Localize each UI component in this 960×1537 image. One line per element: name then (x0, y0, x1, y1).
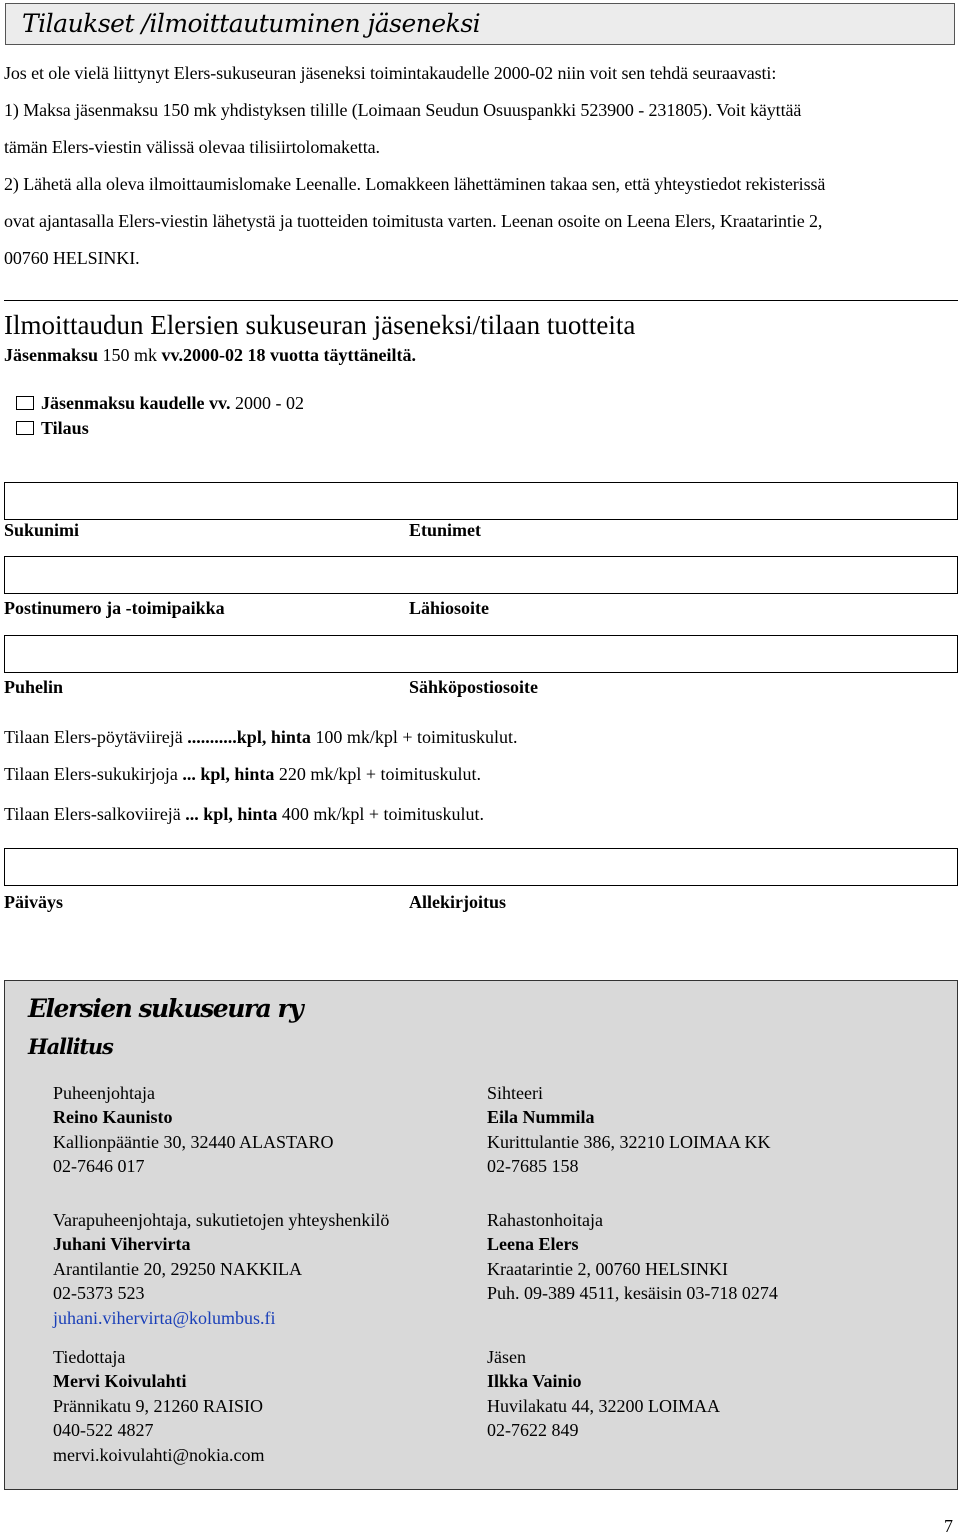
membership-note (4, 345, 416, 366)
page-number: 7 (944, 1516, 953, 1536)
intro-step1-b: 150 mk yhdistyksen tilille (Loimaan Seudun Osuuspankki 523900 - 231805). Voit käyttää (162, 100, 802, 120)
member-name: Leena Elers (487, 1234, 579, 1255)
board-member (487, 1345, 720, 1443)
phone-label: Puhelin (4, 677, 64, 697)
address-field[interactable] (4, 556, 958, 594)
form-heading: Ilmoittaudun Elersien sukuseuran jäseneksi/tilaan tuotteita (4, 310, 636, 340)
member-phone: 02-7685 158 (487, 1156, 579, 1177)
intro-step2-cont (4, 211, 822, 232)
member-email: mervi.koivulahti@nokia.com (53, 1444, 265, 1465)
date-label: Päiväys (4, 892, 64, 912)
intro-step1-a: 1) Maksa jäsenmaksu (4, 100, 163, 120)
member-role: Rahastonhoitaja (487, 1210, 603, 1230)
member-address: Huvilakatu 44, 32200 LOIMAA (487, 1395, 720, 1416)
order-line (4, 804, 484, 825)
order-checkbox-label: Tilaus (41, 418, 89, 438)
board-member (487, 1081, 770, 1179)
membership-checkbox-years: 2000 - 02 (230, 393, 305, 413)
firstnames-label: Etunimet (409, 520, 481, 540)
order-checkbox[interactable] (16, 421, 34, 435)
member-phone: 02-7622 849 (487, 1420, 579, 1441)
order-line (4, 764, 481, 785)
order-qty: ... kpl, hinta (185, 804, 278, 824)
board-member (53, 1081, 334, 1179)
member-email-link[interactable]: juhani.vihervirta@kolumbus.fi (53, 1307, 276, 1328)
order-checkbox-row[interactable] (16, 418, 89, 439)
intro-step2-cont-a: ovat ajantasalla Elers-viestin lähetystä ja tuotteiden toimitusta varten. (4, 211, 501, 231)
member-phone: 02-5373 523 (53, 1283, 145, 1304)
member-name: Juhani Vihervirta (53, 1234, 191, 1255)
member-phone: 02-7646 017 (53, 1156, 145, 1177)
member-role: Puheenjohtaja (53, 1083, 155, 1103)
member-address: Kallionpääntie 30, 32440 ALASTARO (53, 1131, 334, 1152)
intro-step2: 2) Lähetä alla oleva ilmoittaumislomake Leenalle. Lomakkeen lähettäminen takaa sen, että yhteystiedot rekisterissä (4, 174, 826, 194)
membership-checkbox-label: Jäsenmaksu kaudelle vv. (41, 393, 231, 413)
member-phone: 040-522 4827 (53, 1420, 154, 1441)
email-label: Sähköpostiosoite (409, 677, 539, 697)
board-member (487, 1208, 778, 1306)
order-line (4, 727, 518, 748)
membership-note-mid: 150 mk (98, 345, 162, 365)
membership-note-bold1: Jäsenmaksu (4, 345, 99, 365)
membership-checkbox-row[interactable] (16, 393, 304, 414)
board-subtitle: Hallitus (28, 1034, 113, 1059)
intro-step1-cont: tämän Elers-viestin välissä olevaa tilisiirtolomaketta. (4, 137, 380, 157)
member-name: Mervi Koivulahti (53, 1371, 187, 1392)
order-item: Tilaan Elers-salkoviirejä (4, 804, 186, 824)
member-role: Varapuheenjohtaja, sukutietojen yhteyshenkilö (53, 1210, 390, 1230)
name-field[interactable] (4, 482, 958, 520)
order-item: Tilaan Elers-pöytäviirejä (4, 727, 188, 747)
order-price: 400 mk/kpl + toimituskulut. (277, 804, 485, 824)
member-role: Jäsen (487, 1347, 526, 1367)
intro-step2-address: 00760 HELSINKI. (4, 248, 140, 268)
member-address: Kraatarintie 2, 00760 HELSINKI (487, 1258, 728, 1279)
order-qty: ... kpl, hinta (182, 764, 275, 784)
order-qty: ...........kpl, hinta (187, 727, 311, 747)
board-member (53, 1345, 265, 1467)
order-price: 220 mk/kpl + toimituskulut. (274, 764, 482, 784)
member-role: Sihteeri (487, 1083, 543, 1103)
board-member (53, 1208, 389, 1330)
member-address: Arantilantie 20, 29250 NAKKILA (53, 1258, 302, 1279)
page-title: Tilaukset /ilmoittautuminen jäseneksi (5, 3, 955, 45)
membership-checkbox[interactable] (16, 396, 34, 410)
board-title: Elersien sukuseura ry (28, 994, 303, 1023)
member-address: Prännikatu 9, 21260 RAISIO (53, 1395, 263, 1416)
order-price: 100 mk/kpl + toimituskulut. (310, 727, 518, 747)
member-name: Eila Nummila (487, 1107, 595, 1128)
signature-field[interactable] (4, 848, 958, 886)
member-role: Tiedottaja (53, 1347, 126, 1367)
divider (4, 300, 958, 301)
postcode-label: Postinumero ja -toimipaikka (4, 598, 225, 618)
intro-step1 (4, 100, 801, 121)
member-name: Ilkka Vainio (487, 1371, 582, 1392)
membership-note-bold2: vv.2000-02 18 vuotta täyttäneiltä. (161, 345, 417, 365)
intro-step2-cont-b: Leenan osoite on Leena Elers, Kraatarintie 2, (500, 211, 823, 231)
member-name: Reino Kaunisto (53, 1107, 173, 1128)
surname-label: Sukunimi (4, 520, 80, 540)
member-phone: Puh. 09-389 4511, kesäisin 03-718 0274 (487, 1283, 778, 1304)
street-address-label: Lähiosoite (409, 598, 490, 618)
intro-line: Jos et ole vielä liittynyt Elers-sukuseuran jäseneksi toimintakaudelle 2000-02 niin voit sen tehdä seuraavasti: (4, 63, 777, 83)
contact-field[interactable] (4, 635, 958, 673)
order-item: Tilaan Elers-sukukirjoja (4, 764, 183, 784)
member-address: Kurittulantie 386, 32210 LOIMAA KK (487, 1131, 771, 1152)
signature-label: Allekirjoitus (409, 892, 506, 912)
